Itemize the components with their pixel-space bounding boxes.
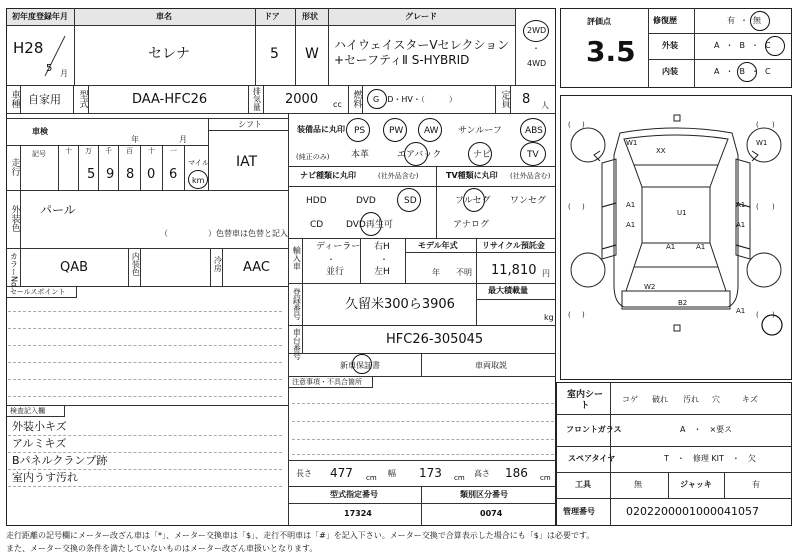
inspector-label: 検査記入欄 bbox=[10, 407, 45, 415]
navi-sd-circle bbox=[397, 188, 421, 212]
car-damage-diagram bbox=[560, 95, 792, 380]
import-label: 輸入車 bbox=[292, 246, 302, 270]
drive-2wd-circle bbox=[523, 20, 549, 42]
inspector-note: Bパネルクランプ跡 bbox=[12, 454, 108, 467]
navi-dvd: DVD bbox=[356, 196, 376, 206]
displacement-unit: cc bbox=[333, 100, 342, 109]
damage-mark: W2 bbox=[644, 283, 656, 291]
damage-mark: U1 bbox=[677, 209, 687, 217]
import-parallel: 並行 bbox=[326, 267, 345, 277]
damage-mark: W1 bbox=[626, 139, 638, 147]
km-label: km bbox=[192, 176, 205, 185]
navi-dvd-playback: DVD再生可 bbox=[346, 220, 393, 230]
score-value: 3.5 bbox=[586, 35, 636, 68]
damage-mark: A1 bbox=[736, 221, 746, 229]
mileage-unit-label: 十 bbox=[65, 147, 72, 155]
svg-text:(: ( bbox=[756, 203, 759, 211]
repair-none-circle bbox=[750, 11, 770, 31]
capacity-label: 定員 bbox=[499, 90, 510, 108]
equip-tv: TV bbox=[527, 150, 539, 160]
footer-note-1: 走行距離の記号欄にメーター改ざん車は「*」、メーター交換車は「$」、走行不明車は「#」を記入下さい。メーター交換で合算表示した場合にも「$」は必要です。 bbox=[6, 531, 595, 540]
drive-dot: ・ bbox=[532, 44, 540, 53]
ac-value: AAC bbox=[243, 260, 270, 275]
displacement-value: 2000 bbox=[285, 92, 319, 107]
tools-value: 無 bbox=[634, 480, 642, 489]
new-car-warranty: 新車保証書 bbox=[340, 361, 380, 370]
tools-label: 工具 bbox=[575, 480, 591, 489]
inspection-month-unit: 月 bbox=[179, 135, 187, 144]
model-year-unit: 年 bbox=[432, 268, 440, 277]
width-label: 幅 bbox=[388, 469, 396, 478]
shift-value: IAT bbox=[236, 154, 258, 170]
month-unit: 月 bbox=[60, 69, 68, 78]
exterior-score-options: A・B・C bbox=[714, 41, 777, 50]
max-load-unit: kg bbox=[544, 313, 554, 322]
navi-dvd-playback-circle bbox=[360, 212, 382, 236]
class-number-value: 0074 bbox=[480, 509, 503, 518]
note-line bbox=[8, 435, 282, 436]
recycle-unit: 円 bbox=[542, 269, 550, 278]
equip-navi: ナビ bbox=[473, 150, 492, 160]
interior-sheet-option: コゲ bbox=[622, 395, 638, 404]
jack-value: 有 bbox=[752, 480, 760, 489]
inspector-note: 室内うす汚れ bbox=[12, 471, 78, 484]
svg-text:(: ( bbox=[756, 121, 759, 129]
exterior-color-value: パール bbox=[40, 203, 76, 217]
note-line bbox=[8, 469, 282, 470]
interior-score-options: A・B・C bbox=[714, 67, 777, 76]
equip-abs-circle bbox=[520, 118, 546, 142]
width-unit: cm bbox=[454, 474, 465, 482]
ac-label: 冷房 bbox=[213, 256, 223, 272]
tv-fullseg: フルセグ bbox=[455, 196, 491, 206]
import-left-h: 左H bbox=[374, 267, 390, 277]
color-change-note: （ ）色替車は色替と記入 bbox=[160, 229, 288, 238]
tv-type-label: TV種類に丸印 bbox=[446, 171, 498, 180]
mileage-unit-label: 百 bbox=[126, 147, 133, 155]
type-designation-value: 17324 bbox=[344, 509, 372, 518]
shift-label: シフト bbox=[238, 120, 262, 129]
equip-tv-circle bbox=[520, 142, 546, 166]
tv-oneseg: ワンセグ bbox=[510, 196, 547, 206]
interior-score-label: 内装 bbox=[662, 67, 678, 76]
import-hand-dot: ・ bbox=[380, 255, 388, 264]
mileage-digit: 5 bbox=[87, 167, 96, 182]
score-label: 評価点 bbox=[587, 17, 611, 26]
navi-cd: CD bbox=[310, 220, 324, 230]
class-number-label: 類別区分番号 bbox=[460, 490, 508, 499]
first-registration-label: 初年度登録年月 bbox=[12, 12, 68, 21]
inspection-year-unit: 年 bbox=[131, 135, 139, 144]
interior-sheet-label: 室内シート bbox=[566, 390, 603, 411]
note-line bbox=[8, 452, 282, 453]
navi-type-label: ナビ種類に丸印 bbox=[300, 171, 356, 180]
max-load-label: 最大積載量 bbox=[488, 286, 528, 295]
equip-leather: 本革 bbox=[351, 150, 370, 160]
equip-pw: PW bbox=[389, 126, 404, 136]
inspector-note: 外装小キズ bbox=[12, 420, 67, 433]
equip-aw-circle bbox=[418, 118, 442, 142]
fuel-circle-gasoline bbox=[367, 89, 387, 109]
interior-sheet-option: 破れ bbox=[652, 395, 668, 404]
grade-value: ハイウェイスターVセレクション+セーフティⅡ S-HYBRID bbox=[334, 38, 510, 67]
footer-note-2: また、メーター交換の条件を満たしていないものはメーター改ざん車扱いとなります。 bbox=[6, 544, 318, 553]
height-value: 186 bbox=[505, 466, 528, 480]
equip-ps-circle bbox=[346, 118, 370, 142]
mileage-digit: 9 bbox=[106, 167, 115, 182]
management-label: 管理番号 bbox=[563, 507, 595, 516]
windshield-label: フロントガラス bbox=[566, 425, 622, 434]
mileage-code-label: 記号 bbox=[32, 150, 46, 158]
mileage-unit-label: 万 bbox=[85, 147, 92, 155]
model-year-value: 不明 bbox=[456, 268, 472, 277]
svg-text:(: ( bbox=[756, 311, 759, 319]
equip-abs: ABS bbox=[525, 126, 543, 136]
registration-value: 久留米300ら3906 bbox=[345, 297, 455, 312]
damage-mark: A1 bbox=[736, 307, 746, 315]
model-label: 型式 bbox=[77, 90, 88, 108]
equip-airbag-circle bbox=[404, 142, 428, 166]
vehicle-manual: 車両取説 bbox=[475, 361, 507, 370]
damage-mark: A1 bbox=[626, 221, 636, 229]
mileage-digit: 0 bbox=[147, 167, 156, 182]
notes-label: 注意事項・不具合箇所 bbox=[292, 378, 362, 386]
color-no-value: QAB bbox=[60, 260, 89, 275]
spare-tire-options: T ・ 修理 KIT ・ 欠 bbox=[664, 454, 756, 463]
car-name-label: 車名 bbox=[156, 12, 172, 21]
door-label: ドア bbox=[264, 12, 280, 21]
recycle-value: 11,810 bbox=[491, 263, 537, 278]
equip-aw: AW bbox=[424, 126, 439, 136]
height-unit: cm bbox=[540, 474, 551, 482]
spare-tire-label: スペアタイヤ bbox=[568, 454, 616, 463]
svg-text:(: ( bbox=[568, 311, 571, 319]
management-value: 0202200001000041057 bbox=[626, 505, 759, 518]
registration-label: 登録番号 bbox=[292, 288, 302, 320]
mileage-unit-label: 千 bbox=[105, 147, 112, 155]
interior-sheet-option: 汚れ bbox=[683, 395, 699, 404]
import-dealer: ディーラー bbox=[316, 242, 361, 252]
svg-text:): ) bbox=[772, 121, 775, 129]
exterior-color-label: 外装色 bbox=[9, 205, 20, 232]
equip-navi-circle bbox=[468, 142, 492, 166]
mileage-unit-label: 十 bbox=[148, 147, 155, 155]
import-middle-dot: ・ bbox=[327, 255, 335, 264]
inspection-label: 車検 bbox=[32, 127, 48, 136]
drive-4wd: 4WD bbox=[527, 59, 547, 68]
windshield-options: A ・ ×要ス bbox=[680, 425, 733, 434]
repair-history-label: 修復歴 bbox=[653, 16, 677, 25]
grade-label: グレード bbox=[405, 12, 437, 21]
svg-text:(: ( bbox=[568, 121, 571, 129]
svg-text:): ) bbox=[582, 121, 585, 129]
first-registration-month: 5 bbox=[46, 63, 53, 74]
inspector-note: アルミキズ bbox=[12, 437, 67, 450]
width-value: 173 bbox=[419, 466, 442, 480]
tv-type-sub: (社外品含む) bbox=[510, 172, 551, 180]
interior-b-circle bbox=[737, 62, 757, 82]
type-designation-label: 型式指定番号 bbox=[330, 490, 378, 499]
chassis-value: HFC26-305045 bbox=[386, 332, 484, 347]
mileage-digit: 6 bbox=[169, 167, 178, 182]
svg-text:): ) bbox=[582, 311, 585, 319]
shape-value: W bbox=[305, 46, 319, 62]
mileage-label: 走行 bbox=[9, 158, 20, 176]
note-line bbox=[8, 486, 282, 487]
equip-ps: PS bbox=[354, 126, 366, 136]
fuel-label: 燃料 bbox=[351, 90, 362, 108]
length-label: 長さ bbox=[296, 469, 312, 478]
equip-pw-circle bbox=[383, 118, 407, 142]
exterior-score-label: 外装 bbox=[662, 41, 678, 50]
damage-mark: A1 bbox=[626, 201, 636, 209]
mileage-unit-label: 一 bbox=[170, 147, 177, 155]
length-unit: cm bbox=[366, 474, 377, 482]
shape-label: 形状 bbox=[302, 12, 318, 21]
mile-label: マイル bbox=[188, 159, 209, 167]
km-circle bbox=[188, 170, 208, 189]
damage-mark: B2 bbox=[678, 299, 688, 307]
damage-mark: A1 bbox=[666, 243, 676, 251]
interior-color-label: 内装色 bbox=[131, 252, 141, 276]
interior-sheet-option: キズ bbox=[742, 395, 758, 404]
equipment-label: 装備品に丸印 bbox=[297, 125, 345, 134]
first-registration-year: H28 bbox=[13, 39, 44, 57]
equip-sunroof: サンルーフ bbox=[458, 126, 502, 136]
navi-sd: SD bbox=[404, 196, 417, 206]
damage-mark: A1 bbox=[736, 201, 746, 209]
tv-analog: アナログ bbox=[453, 220, 490, 230]
model-year-label: モデル年式 bbox=[418, 241, 458, 250]
capacity-value: 8 bbox=[522, 92, 531, 107]
svg-text:): ) bbox=[772, 311, 775, 319]
usage-label: 車種 bbox=[9, 90, 20, 108]
svg-text:): ) bbox=[772, 203, 775, 211]
navi-hdd: HDD bbox=[306, 196, 327, 206]
length-value: 477 bbox=[330, 466, 353, 480]
sales-point-label: セールスポイント bbox=[10, 288, 66, 296]
capacity-unit: 人 bbox=[541, 101, 549, 110]
damage-mark: A1 bbox=[696, 243, 706, 251]
model-value: DAA-HFC26 bbox=[132, 92, 208, 107]
door-value: 5 bbox=[270, 46, 279, 62]
recycle-label: リサイクル預託金 bbox=[482, 241, 545, 250]
svg-text:(: ( bbox=[568, 203, 571, 211]
import-right-h: 右H bbox=[374, 242, 390, 252]
color-no-label: カラーNo. bbox=[9, 252, 19, 290]
svg-text:): ) bbox=[582, 203, 585, 211]
displacement-label: 排気量 bbox=[252, 87, 262, 111]
drive-2wd: 2WD bbox=[527, 26, 547, 35]
mileage-digit: 8 bbox=[126, 167, 135, 182]
repair-history-options: 有・無 bbox=[727, 16, 766, 25]
damage-mark: W1 bbox=[756, 139, 768, 147]
exterior-c-circle bbox=[765, 36, 785, 56]
equipment-sub: (純正のみ) bbox=[296, 153, 330, 161]
usage-value: 自家用 bbox=[28, 93, 61, 106]
warranty-circle bbox=[352, 354, 372, 374]
navi-type-sub: (社外品含む) bbox=[378, 172, 419, 180]
chassis-label: 車台番号 bbox=[292, 328, 302, 360]
tv-fullseg-circle bbox=[463, 188, 485, 212]
height-label: 高さ bbox=[474, 469, 490, 478]
fuel-options: G D・HV・（ ） bbox=[373, 95, 457, 104]
interior-sheet-option: 穴 bbox=[712, 395, 720, 404]
damage-mark: XX bbox=[656, 147, 666, 155]
car-name-value: セレナ bbox=[148, 46, 190, 62]
jack-label: ジャッキ bbox=[680, 480, 712, 489]
equip-airbag: エアバック bbox=[397, 150, 442, 160]
